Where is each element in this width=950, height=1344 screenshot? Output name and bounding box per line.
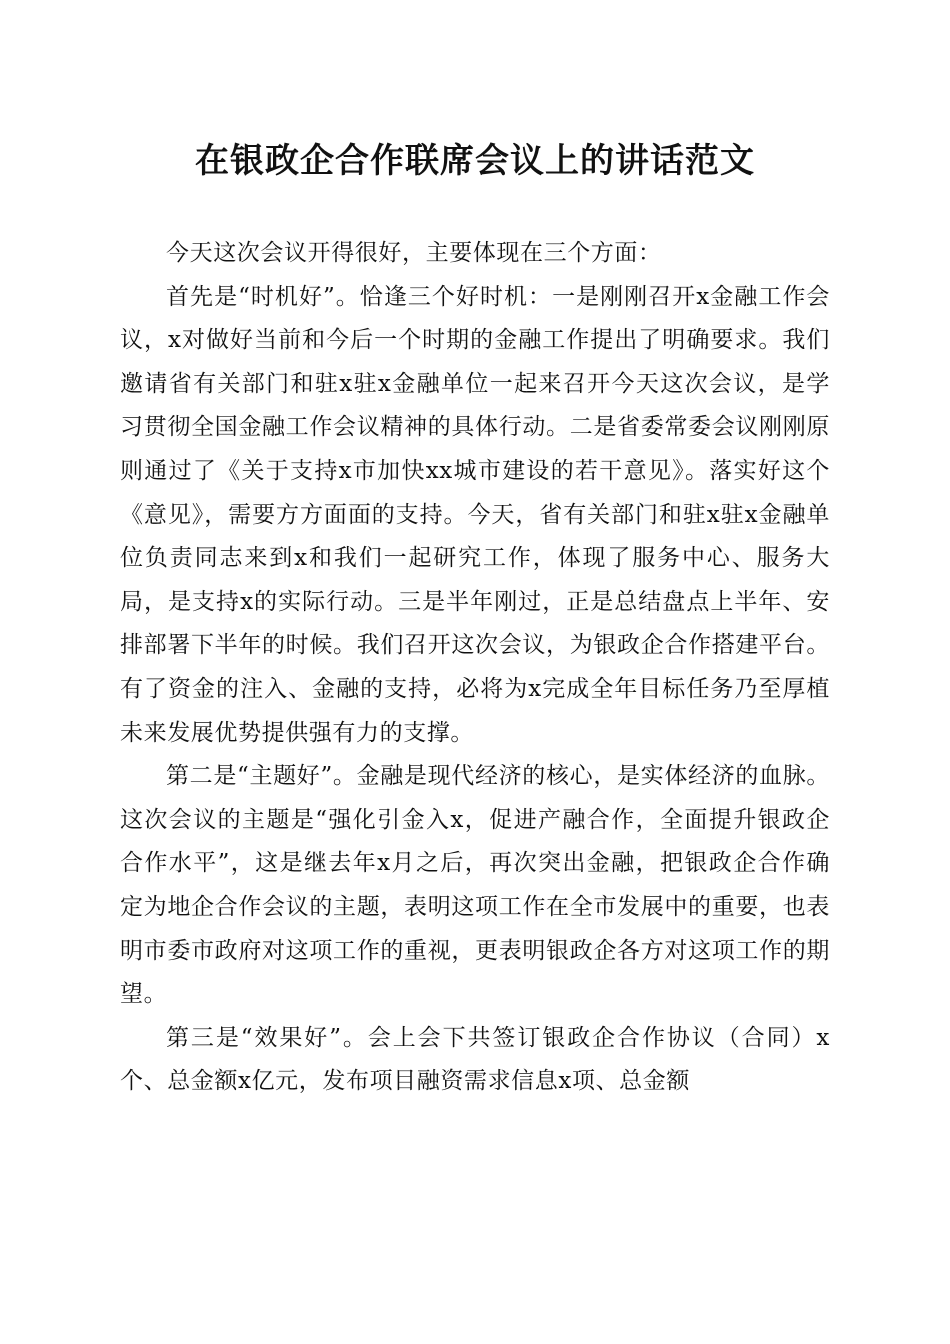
paragraph-intro: 今天这次会议开得很好，主要体现在三个方面： (166, 240, 662, 266)
paragraph-timing: 首先是“时机好”。恰逢三个好时机：一是刚刚召开x金融工作会议，x对做好当前和今后一个时期的金融工作提出了明确要求。我们邀请省有关部门和驻x驻x金融单位一起来召开今天这次会议，是学习贯彻全国金融工作会议精神的具体行动。二是省委常委会议刚刚原则通过了《关于支持x市加快xx城市建设的若干意见》。落实好这个《意见》，需要方方面面的支持。今天，省有关部门和驻x驻x金融单位负责同志来到x和我们一起研究工作，体现了服务中心、服务大局，是支持x的实际行动。三是半年刚过，正是总结盘点上半年、安排部署下半年的时候。我们召开这次会议，为银政企合作搭建平台。有了资金的注入、金融的支持，必将为x完成全年目标任务乃至厚植未来发展优势提供强有力的支撑。 (120, 283, 830, 746)
paragraph-theme: 第二是“主题好”。金融是现代经济的核心，是实体经济的血脉。这次会议的主题是“强化引金入x，促进产融合作，全面提升银政企合作水平”，这是继去年x月之后，再次突出金融，把银政企合作确定为地企合作会议的主题，表明这项工作在全市发展中的重要，也表明市委市政府对这项工作的重视，更表明银政企各方对这项工作的期望。 (120, 763, 830, 1008)
document-body (120, 232, 830, 1104)
document-title: 在银政企合作联席会议上的讲话范文 (195, 141, 755, 181)
paragraph-effect: 第三是“效果好”。会上会下共签订银政企合作协议（合同）x个、总金额x亿元，发布项目融资需求信息x项、总金额 (120, 1024, 830, 1095)
